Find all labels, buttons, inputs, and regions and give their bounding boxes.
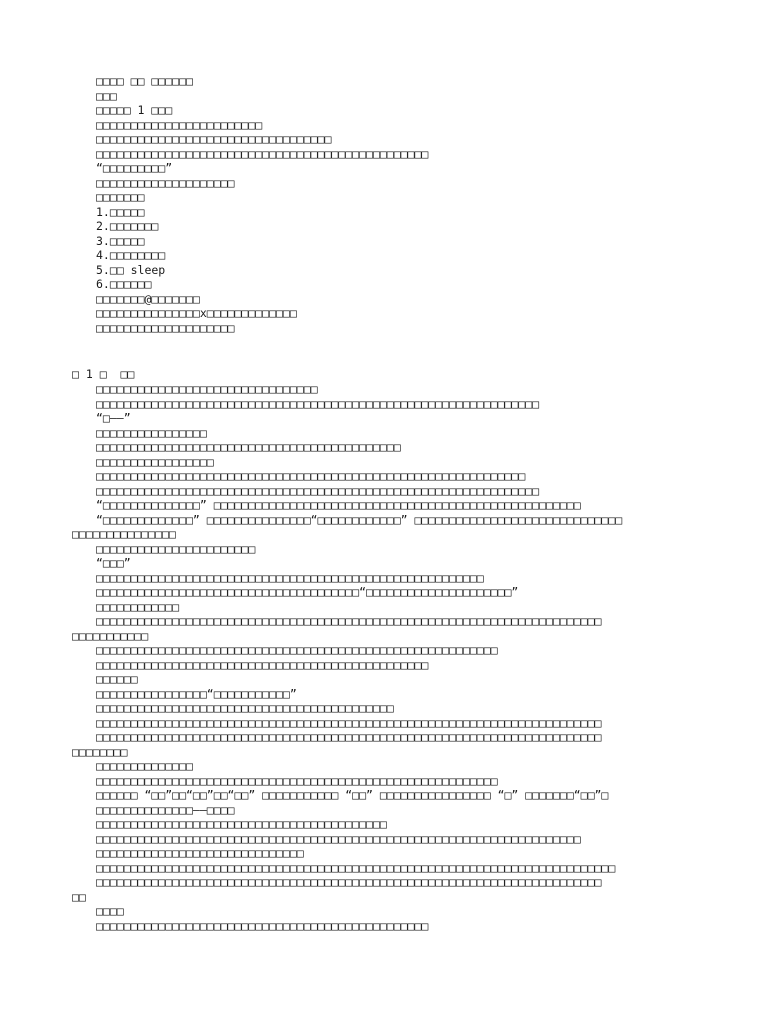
paragraph-line: □□□□□□ [96,672,138,686]
front-matter [72,74,712,335]
paragraph-line: □□ [72,889,86,904]
chapter-section [72,366,712,933]
front-matter-line: □□□ [96,88,117,103]
paragraph-line: □□□□□□□□□□□□□□□□□□□□□□□□□□□□□□□□□□□□□□“□□□□□□□□□□□□□□□□□□□□□” [96,585,519,599]
paragraph-line: □□□□□□□□□□□□□□□□□□□□□□□□□□□□□□ [96,846,304,860]
paragraph-line: □□□□□□□□□□□□□□□□□□□□□□□□□□□□□□□□□□□□□□□□□□ [96,817,387,831]
chapter-body [72,382,712,933]
front-matter-line: 1.□□□□□ [96,204,145,219]
paragraph-line: □□□□□□□□□□□□□□□□□□□□□□□□□□□□□□□□□□□□□□□□□□□□□□□□ [96,657,429,672]
front-matter-line: □□□□□ 1 □□□ [96,103,173,117]
paragraph-line: □□□□□□□□□□□□□□□□ [96,425,207,440]
paragraph-line: □□□□□□□□□□□□□□□□□□□□□□□□□□□□□□□□□□□□□□□□□□□□□□□□□□□□□□□□□□ [96,643,498,657]
front-matter-line: □□□□□□□□□□□□□□□x□□□□□□□□□□□□□ [96,306,297,320]
front-matter-line: 3.□□□□□ [96,233,145,248]
paragraph-line: □□□□□□□□□□□□□□□□□□□□□□□□□□□□□□□□□□□□□□□□□□□□□□□□□□□□□□□□□□□□□□□□ [96,396,540,411]
paragraph-line: □□□□□□□□□□□ [72,628,149,643]
paragraph-line: “□——” [96,411,131,425]
paragraph-line: □□□□□□□□□□□□□□□□□□□□□□□□□□□□□□□□□□□□□□□□□□□□□□□□□□□□□□□□□□□□□□□□□□□□□□□□□□□ [96,860,616,875]
paragraph-line: □□□□□□□□□□□□□□□□□□□□□□□□□□□□□□□□ [96,382,318,396]
paragraph-line: □□□□□□□□□□□□□□□□□□□□□□□□□□□□□□□□□□□□□□□□□□□□□□□□□□□□□□□□□□□□□□□□□□□□□□□□□ [96,614,602,628]
paragraph-line: “□□□□□□□□□□□□□” □□□□□□□□□□□□□□□“□□□□□□□□□□□□” □□□□□□□□□□□□□□□□□□□□□□□□□□□□□□ [96,512,623,527]
front-matter-line: “□□□□□□□□□” [96,161,173,175]
front-matter-line: □□□□□□□ [96,190,145,204]
paragraph-line: □□□□□□□□□□□□□□□□□□□□□□□□□□□□□□□□□□□□□□□□□□□□□□□□□□□□□□□□□□□□□□□□ [96,483,540,498]
paragraph-line: □□□□□□□□□□□□□□ [96,759,193,773]
front-matter-line: □□□□□□□□□□□□□□□□□□□□□□□□□□□□□□□□□□ [96,132,332,146]
paragraph-line: □□□□□□□□□□□□□□□□□□□□□□□□□□□□□□□□□□□□□□□□□□□□□□□□□□□□□□□□□□□□□□□□□□□□□□□□□ [96,730,602,744]
front-matter-line: □□□□□□□□□□□□□□□□□□□□ [96,320,235,335]
front-matter-line: 6.□□□□□□ [96,277,152,291]
paragraph-line: □□□□□□□□□□□□□□□□□□□□□□□□□□□□□□□□□□□□□□□□□□□□□□□□□□□□□□□□□□□□□□□□□□□□□□ [96,831,581,846]
paragraph-line: □□□□□□□□□□□□□□□□□□□□□□□□□□□□□□□□□□□□□□□□□□□□□□□□□□□□□□□□ [96,570,484,585]
front-matter-line: 4.□□□□□□□□ [96,248,166,262]
paragraph-line: □□□□□□□□□□□□□□□□□□□□□□□□□□□□□□□□□□□□□□□□□□□□□□□□□□□□□□□□□□ [96,773,498,788]
chapter-heading: □ 1 □ □□ [72,367,135,381]
front-matter-line: 2.□□□□□□□ [96,219,159,233]
paragraph-line: □□□□□□□□□□□□□□——□□□□ [96,802,235,817]
paragraph-line: □□□□□□□□□□□□□□□□□□□□□□□□□□□□□□□□□□□□□□□□□□□□ [96,440,401,454]
paragraph-line: □□□□□□□□□□□□ [96,599,180,614]
paragraph-line: □□□□ [96,904,124,918]
paragraph-line: □□□□□□ “□□”□□“□□”□□“□□” □□□□□□□□□□□ “□□” □□□□□□□□□□□□□□□□ “□” □□□□□□□“□□”□ [96,788,609,802]
paragraph-line: □□□□□□□□□□□□□□□□□ [96,454,214,469]
paragraph-line: □□□□□□□□□□□□□□□□□□□□□□□□□□□□□□□□□□□□□□□□□□□ [96,701,394,715]
paragraph-line: □□□□□□□□□□□□□□□□□□□□□□□□□□□□□□□□□□□□□□□□□□□□□□□□□□□□□□□□□□□□□□□□□□□□□□□□□ [96,715,602,730]
front-matter-line: □□□□□□□□□□□□□□□□□□□□□□□□□□□□□□□□□□□□□□□□□□□□□□□□ [96,146,429,161]
paragraph-line: □□□□□□□□□□□□□□□□□□□□□□□□□□□□□□□□□□□□□□□□□□□□□□□□□□□□□□□□□□□□□□ [96,469,526,483]
paragraph-line: □□□□□□□□□□□□□□□□□□□□□□□□□□□□□□□□□□□□□□□□□□□□□□□□□□□□□□□□□□□□□□□□□□□□□□□□□ [96,875,602,889]
front-matter-line: □□□□ □□ □□□□□□ [96,74,193,88]
front-matter-line: □□□□□□□□□□□□□□□□□□□□□□□□ [96,117,263,132]
front-matter-line: 5.□□ sleep [96,262,166,277]
paragraph-line: □□□□□□□□ [72,744,128,759]
paragraph-line: □□□□□□□□□□□□□□□□□□□□□□□ [96,541,256,556]
paragraph-line: □□□□□□□□□□□□□□□□“□□□□□□□□□□□” [96,686,297,701]
paragraph-line: □□□□□□□□□□□□□□□□□□□□□□□□□□□□□□□□□□□□□□□□□□□□□□□□ [96,918,429,933]
paragraph-line: □□□□□□□□□□□□□□□ [72,527,176,541]
paragraph-line: “□□□□□□□□□□□□□□” □□□□□□□□□□□□□□□□□□□□□□□□□□□□□□□□□□□□□□□□□□□□□□□□□□□□□ [96,498,581,512]
front-matter-line: □□□□□□□□□□□□□□□□□□□□ [96,175,235,190]
paragraph-line: “□□□” [96,556,131,570]
front-matter-line: □□□□□□□@□□□□□□□ [96,291,200,306]
